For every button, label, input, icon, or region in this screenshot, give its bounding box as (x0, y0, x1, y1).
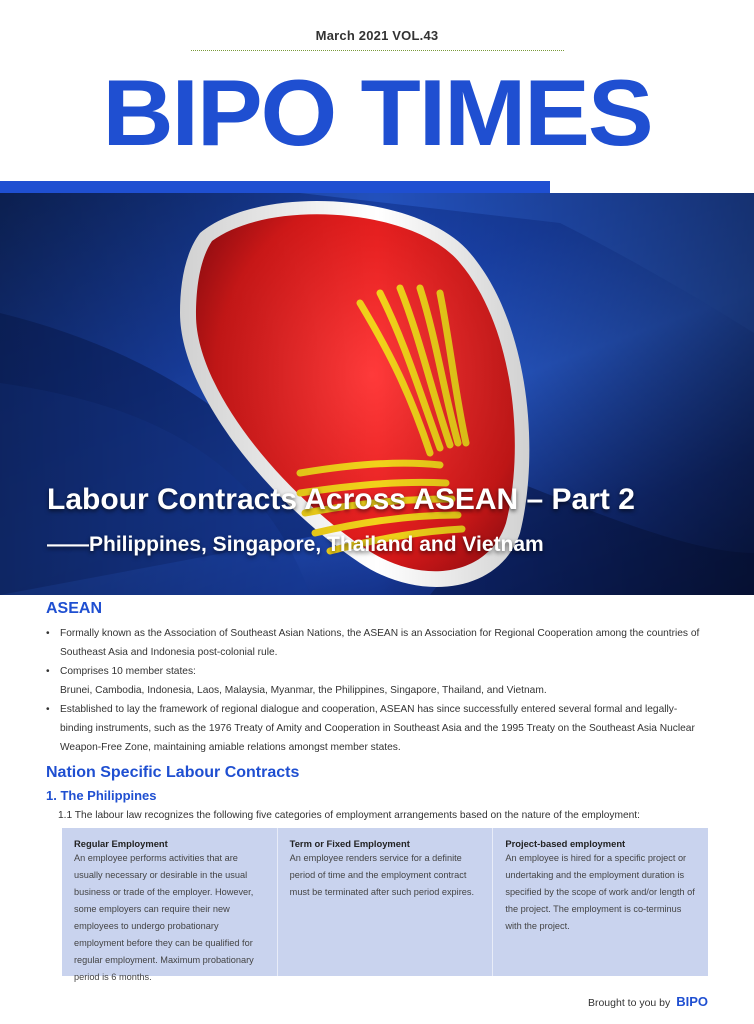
employment-table (62, 828, 708, 982)
column-title: Regular Employment (74, 838, 168, 849)
asean-heading: ASEAN (46, 600, 103, 617)
bullet-item: • Formally known as the Association of Southeast Asian Nations, the ASEAN is an Association for Regional Cooperation among the countries of Southeast Asia and Indonesia post-colonial rule. (46, 624, 706, 662)
article-subtitle: ——Philippines, Singapore, Thailand and Vietnam (47, 533, 544, 556)
hero-image (0, 193, 754, 595)
article-title: Labour Contracts Across ASEAN – Part 2 (47, 483, 635, 516)
column-text: An employee renders service for a definite period of time and the employment contract must be terminated after such period expires. (289, 853, 475, 897)
column-title: Project-based employment (505, 838, 626, 849)
member-states: Brunei, Cambodia, Indonesia, Laos, Malaysia, Myanmar, the Philippines, Singapore, Thailand, and Vietnam. (60, 685, 547, 696)
header-divider (191, 50, 564, 51)
footer-text: Brought to you by (587, 997, 671, 1009)
table-column (62, 828, 277, 982)
bullet-item: • Established to lay the framework of regional dialogue and cooperation, ASEAN has since successfully entered several formal and legally-binding instruments, such as the 1976 Treaty of Amity and Cooperation in Southeast Asia and the 1995 Treaty on the Southeast Asia Nuclear Weapon-Free Zone, maintaining amiable relations amongst member states. (46, 700, 706, 757)
masthead: BIPO TIMES (102, 60, 652, 165)
bipo-logo: BIPO (676, 994, 708, 1009)
table-column (277, 828, 493, 976)
issue-info: March 2021 VOL.43 (315, 28, 439, 43)
nation-heading: Nation Specific Labour Contracts (46, 764, 300, 781)
asean-bullets (46, 624, 706, 757)
header-bar (0, 181, 550, 193)
column-title: Term or Fixed Employment (289, 838, 410, 849)
philippines-heading: 1. The Philippines (46, 788, 157, 803)
intro-text: 1.1 The labour law recognizes the following five categories of employment arrangements based on the nature of the employment: (58, 810, 640, 821)
column-text: An employee performs activities that are usually necessary or desirable in the usual business or trade of the employer. However, some employers can require their new employees to undergo probationary employment before they can be qualified for regular employment. Maximum probationary period is 6 months. (74, 853, 254, 982)
column-text: An employee is hired for a specific project or undertaking and the employment duration is specified by the scope of work and/or length of the project. The employment is co-terminus with the project. (505, 853, 695, 931)
footer (588, 994, 708, 1009)
bullet-item: • Comprises 10 member states: (46, 662, 706, 681)
table-column (492, 828, 708, 976)
